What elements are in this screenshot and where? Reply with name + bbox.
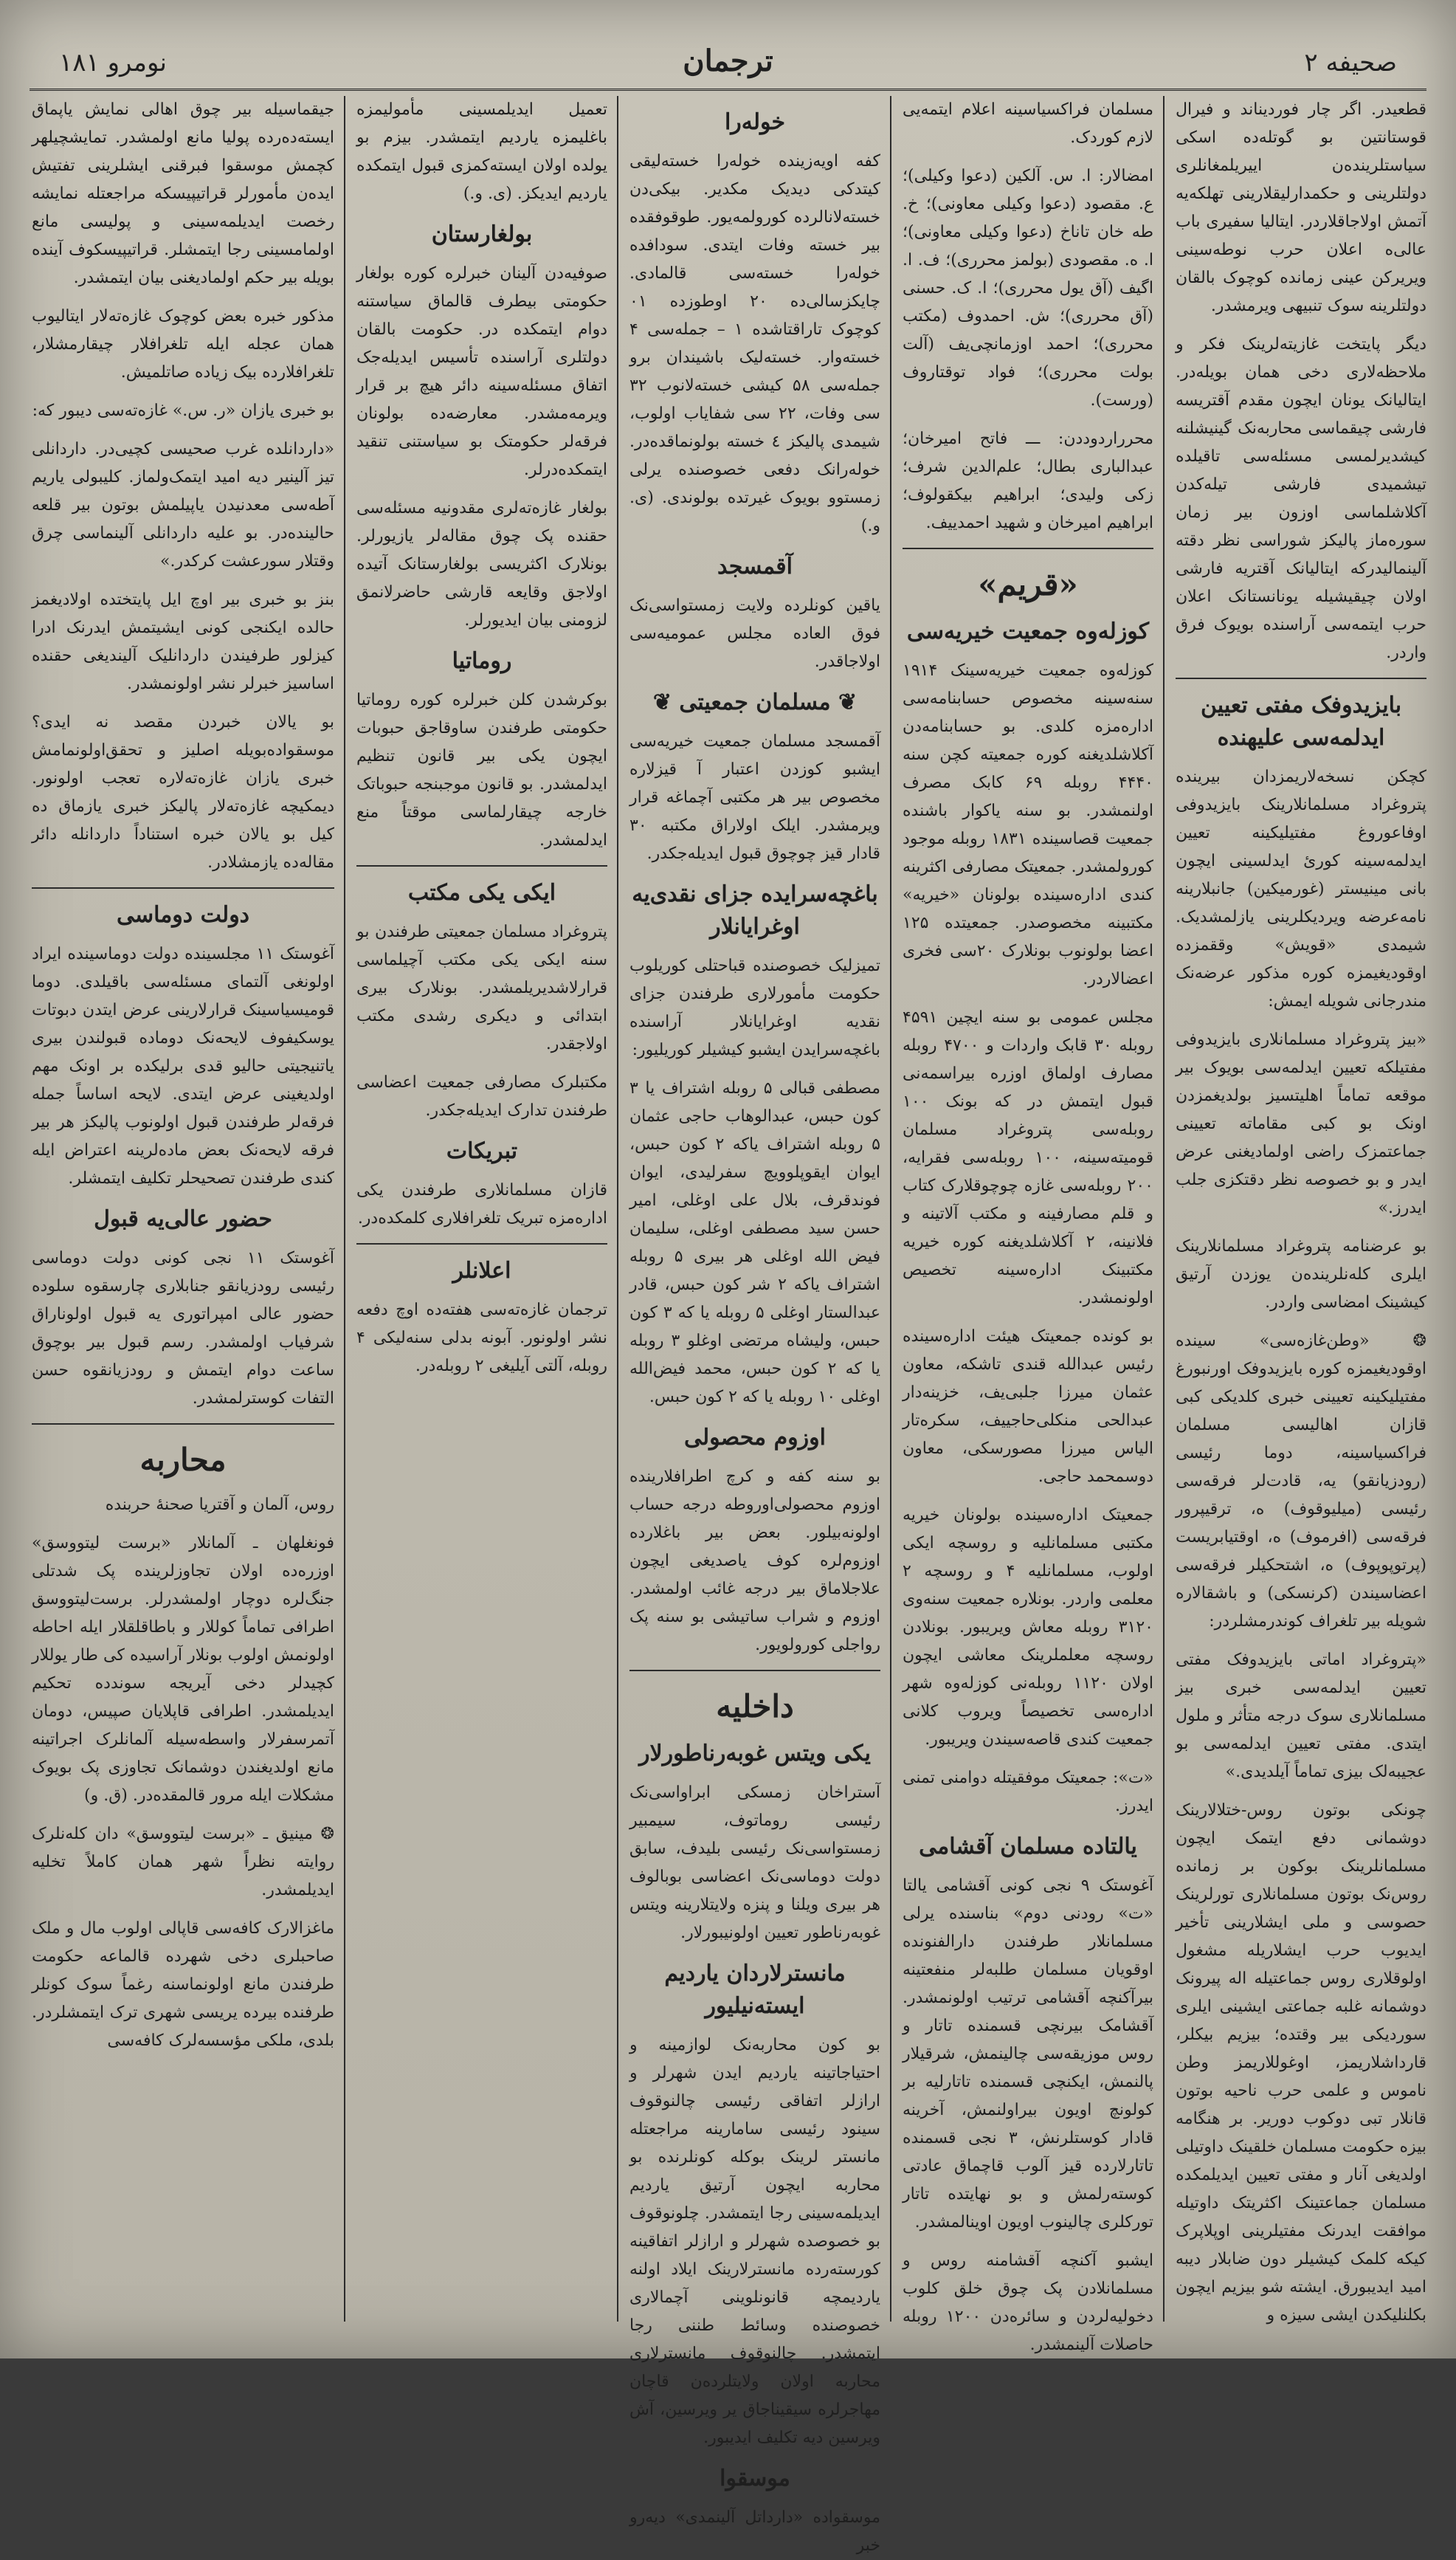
column-divider <box>890 96 891 2322</box>
section-rule <box>903 548 1153 549</box>
article-paragraph: ❂ مینیق ـ «برست لیتووسق» دان کله‌نلرک روایته نظراً شهر همان کاملاً تخلیه ایدیلمشدر. <box>32 1825 334 1899</box>
article-paragraph: کوزله‌وه جمعیت خیریه‌سینک ۱۹۱۴ سنه‌سینه مخصوص حسابنامه‌سی اداره‌مزه کلدی. بو حسابنامه‌دن آکلاشلدیغنه کوره جمعیته کچن سنه ۴۴۴۰ روبله ۶۹ کابک مصرف اولنمشدر. بو سنه یاکوار باشنده جمعیت قصاسینده ۱۸۳۱ روبله موجود کورولمشدر. جمعیتک مصارفی اکثرینه کندی اداره‌سینده بولونان «خیریه» مکتبینه مخصوصدر. جمعیتده ۱۲۵ اعضا بولونوب بونلارک ۲۰سی فخری اعضالاردر. <box>903 661 1153 988</box>
article-paragraph: ماغزالارک کافه‌سی قاپالی اولوب مال و ملک صاحبلری دخی شهرده قالماعه حکومت طرفندن مانع اولونماسنه رغماً سوک کونلر طرفنده بیرده یریسی شهری ترک ایتمشلردر. بلدی، ملکی مؤسسه‌لرک کافه‌سی <box>32 1919 334 2050</box>
article-paragraph: آقمسجد مسلمان جمعیت خیریه‌سی ایشبو کوزدن اعتبار آ قیزلاره مخصوص بیر هر مکتبی آچماغه قرار ویرمشدر. ایلک اولاراق مکتبه ۳۰ قادار قیز چوچوق قبول ایدیله‌جکدر. <box>629 732 880 863</box>
article-paragraph: کفه اویه‌زینده خوله‌را خسته‌لیقی کیتدکی دیدیک مکدیر. بیکی‌دن خسته‌لانالرده کورولمه‌یور. طوقوفقده بیر خسته وفات ایتدی. سودافده خوله‌را خسته‌سی قالمادی. چایکزسالی‌ده ۲۰ اوطوزده ۰۱ کوچوک تاراقتاشده ۱ – جمله‌سی ۴ خسته‌وار. خسته‌لیک باشیندان برو جمله‌سی ۵۸ کیشی خسته‌لانوب ۳۲ سی وفات، ۲۲ سی شفایاب اولوب، شیمدی پالیکز ٤ خسته بولونماقده‌در. خوله‌رانک دفعی خصوصنده یرلی زمستوو بویوک غیرتده بولوندی. (ی. و.) <box>629 152 880 535</box>
column-5 <box>32 96 334 2322</box>
article-heading: اعلانلر <box>452 1258 511 1284</box>
article-heading: محاربه <box>139 1442 227 1478</box>
column-3 <box>629 96 880 2555</box>
article-paragraph: بو یالان خبردن مقصد نه ایدی؟ موسقواده‌بویله اصلیز و تحقق‌اولونمامش خبری یازان غازه‌ته‌لاره تعجب اولونور. دیمکیچه غازه‌ته‌لار پالیکز خبری یازماق ده کیل بو یالان خبره استناداً داردانله دائر مقاله‌ده یازمشلادر. <box>32 713 334 872</box>
article-paragraph: موسقواده «دارداتل آلینمدی» دیه‌رو خبر <box>629 2508 880 2555</box>
article-paragraph: محرراردوددن: ـــ فاتح امیرخان؛ عبدالباری بطال؛ علم‌الدین شرف؛ زکی ولیدی؛ ابراهیم بیکقولوف؛ ابراهیم امیرخان و شهید احمدییف. <box>903 430 1153 532</box>
article-heading: ایکی یکی مکتب <box>407 880 556 906</box>
column-divider <box>344 96 345 2322</box>
article-paragraph: بو عرضنامه پتروغراد مسلمانلارینک ایلری کله‌نلرینده‌ن یوزدن آرتیق کیشینک امضاسی واردر. <box>1176 1237 1426 1312</box>
article-paragraph: ایشبو آکنچه آقشامنه روس و مسلمانلادن پک چوق خلق کلوب دخولیه‌لردن و سائره‌دن ۱۲۰۰ روبله حاصلات آلینمشدر. <box>903 2251 1153 2354</box>
section-rule <box>32 887 334 889</box>
article-paragraph: مجلس عمومی بو سنه ایچین ۴۵۹۱ روبله ۳۰ قابک واردات و ۴۷۰۰ روبله مصارف اولماق اوزره بیراسمه‌نی قبول ایتمش در که بونک ۱۰۰ روبله‌سی پتروغراد مسلمان قومیته‌سینه، ۱۰۰ روبله‌سی فقرایه، ۲۰۰ روبله‌سی غازه چوچوقلارک کتاب و قلم مصارفینه و مکتب آلاتینه و فلانینه، ۲ آکلاشلدیغنه کوره خیریه مکتبینک اداره‌سینه تخصیص اولونمشدر. <box>903 1008 1153 1307</box>
article-paragraph: بولغار غازه‌ته‌لری مقدونیه مسئله‌سی حقنده پک چوق مقاله‌لر یازیورلر. بونلارک اکثریسی بولغارستانک آتیده اولاجق وقایعه قارشی حاضرلانمق لزومنی بیان ایدیورلر. <box>356 499 607 630</box>
article-paragraph: چونکی بوتون روس-ختلالارینک دوشمانی دفع ایتمک ایچون مسلمانلرینک بوکون بر زمانده روس‌نک بوتون مسلمانلاری تورلرینک حصوسی و ملی ایشلارینی تأخیر ایدیوب حرب ایشلاریله مشغول اولوقلاری روس جماعتیله اله پیرونک دوشمانه غلبه جماعتی ایشینی ایلری سوردیکی بیر وقتده؛ بیزیم بیکلر، قارداشلاریمز، اوغوللاریمز وطن ناموس و علمی حرب ناحیه بوتون قانلار تبی دوکوب دوریر. بر هنگامه بیزه حکومت مسلمان خلقینک داوتیلی اولدیغی آنار و مفتی تعیین ایدیلمکده مسلمان جماعتینک اکثریتک داوتیله موافقت ایدرنک مفتیلرینی اوپلاپرک کیکه کلمک کیشیلر دون ضابلار دیبه امید ایدیبورق. ایشته شو بیزیم ایچون بکلنلیکدن ایشی سیزه و <box>1176 1801 1426 2325</box>
article-paragraph: صوفیه‌دن آلینان خبرلره کوره بولغار حکومتی بیطرف قالماق سیاستنه دوام ایتمکده در. حکومت بالقان دولتلری آراسنده تأسیس ایدیله‌جک اتفاق مسئله‌سینه دائر هیچ بر قرار ویرمه‌مشدر. معارضه‌ده بولونان فرقه‌لر حکومتک بو سیاستنی تنقید ایتمکده‌درلر. <box>356 264 607 479</box>
article-heading: موسقوا <box>720 2466 790 2491</box>
article-heading: داخلیه <box>716 1688 794 1724</box>
article-paragraph: «پتروغراد اماتی بایزیدوفک مفتی تعیین ایدلمه‌سی خبری بیز مسلمانلاری سوک درجه متأثر و ملول ایتدی. مفتی تعیین ایدلمه‌سی بو عجیبه‌لک بیزی تماماً آیلدیدی.» <box>1176 1651 1426 1781</box>
section-rule <box>1176 678 1426 679</box>
article-heading: باغچه‌سرایده جزای نقدی‌یه اوغرایانلار <box>632 881 878 940</box>
article-paragraph: تعمیل ایدیلمسینی مأمولیمزه باغلیمزه یاردیم ایتمشدر. بیزم بو یولده اولان ایسته‌کمزی قبول ایتمکده یاردیم ایدیکز. (ی. و.) <box>356 100 607 203</box>
article-paragraph: مسلمان فراکسیاسینه اعلام ایتمه‌یی لازم کوردک. <box>903 100 1153 147</box>
article-paragraph: بنز بو خبری بیر اوچ ایل پایتختده اولادیغمز حالده ایکنجی کونی ایشیتمش ایدرنک ادرا کیزلور طرفیندن داردانلیک آلیندیغی حقنده اساسیز خبرلر نشر اولونمشدر. <box>32 591 334 693</box>
section-rule <box>356 1243 607 1245</box>
issue-number: نومرو ۱۸۱ <box>59 48 168 78</box>
section-rule <box>356 865 607 867</box>
column-1 <box>1176 96 1426 2325</box>
article-paragraph: قطعیدر. اگر چار فوردیناند و فیرال قوستانتین بو گوتله‌ده اسکی سیاستلرینده‌ن اییریلمغانلری دولتلرینی و حکمدارلیقلارینی تهلکه‌یه آتمش اولاجاقلاردر. ایتالیا سفیری باب عالی‌ه اعلان حرب نوطه‌سینی ویریرکن عینی زمانده کوچوک بالقان دولتلرینه سوک تنبیهی ویرمشدر. <box>1176 100 1426 315</box>
article-heading: بایزیدوفک مفتی تعیین ایدلمه‌سی علیهنده <box>1200 692 1402 751</box>
article-paragraph: آغوستک ۹ نجی کونی آقشامی یالتا «ت» رودنی دوم» بناسنده یرلی مسلمانلار طرفندن دارالفنونده اوقویان مسلمان طلبه‌لر منفعتینه بیرآکنچه آقشامی ترتیب اولونمشدر. آقشامک بیرنچی قسمنده تاتار و روس موزیقه‌سی چالینمش، شرقیلار پالنمش، ایکنچی قسمنده تاتارلیه بر کولونچ اویون بیراولنمش، آخرینه قادار کوستلرنش، ۳ نجی قسمنده تاتارلارده قیز آلوب قاچماق عادتی کوسته‌رلمش و بو نهایتده تاتار تورکلری چالینوب اویون اوینالمشدر. <box>903 1876 1153 2232</box>
article-heading: تبریکات <box>446 1138 518 1164</box>
article-paragraph: پتروغراد مسلمان جمعیتی طرفندن بو سنه ایکی یکی مکتب آچیلماسی قرارلاشدیریلمشدر. بونلارک بیری ابتدائی و دیکری رشدی مکتب اولاجقدر. <box>356 923 607 1053</box>
article-heading: یکی ویتس غوبه‌رناطورلار <box>638 1741 871 1766</box>
article-paragraph: فونغلهان ـ آلمانلار «برست لیتووسق» اوزره‌ده اولان تجاوزلرینده پک شدتلی جنگ‌لره دوچار اولمشدرلر. برست‌لیتووسق اطرافی تماماً کوللار و باطاقلقلار ایله احاطه اولونمش اولوب بونلار آراسیده کی طار یوللار کچیدلر دخی آیریجه سوندده تحکیم ایدیلمشدر. اطرافی قاپلایان صپیس، دومان آتمرسفرلار واسطه‌سیله آلمانلرک اجراتینه مانع اولدیغندن دوشمانک تجاوزی پک بویوک مشکلات ایله مرور قالمقده‌در. (ق. و) <box>32 1534 334 1805</box>
article-paragraph: کچکن نسخه‌لاریمزدان بیرینده پتروغراد مسلمانلارینک بایزیدوفی اوفاعوروغ مفتیلیکینه تعیین ایدلمه‌سینه کورئ ایدلسینی ایچون بانی مینیستر (غورمیکین) جانبلارینه نامه‌عرضه ویردیکلرینی یازلمشدیک. شیمدی «قویش» وققمزده اوقودیغیمزه کوره مذکور عرضه‌نک مندرجانی شویله ایمش: <box>1176 768 1426 1011</box>
article-paragraph: تمیزلیک خصوصنده قباحتلی کوریلوب حکومت مأمورلاری طرفندن جزای نقدیه اوغرایانلار آراسنده باغچه‌سرایدن ایشبو کیشیلر کوریلیور: <box>629 957 880 1059</box>
article-paragraph: «ت»: جمعیتک موفقیتله دوامنی تمنی ایدرز. <box>903 1769 1153 1815</box>
article-paragraph: آغوستک ۱۱ مجلسینده دولت دوماسینده ایراد اولونغی آلتمای مسئله‌سی باقیلدی. دوما قومیسیاسینک قرارلارینی عرض ایتدن دبوتات یوسکیفوف لایحه‌نک دوماده قبولندن بیری یاتنیجیتی حالیو قدی برلیکده بر اونک مهم اولدیغینی عرض ایتدی. لایحه اساساً جمله فرقه‌لر طرفندن قبول اولونوب پالیکز هر بیر فرقه لایحه‌نک بعض ماده‌لرینه اعتراض ایله کندی طرفندن تصحیحلر تکلیف ایتمشلر. <box>32 945 335 1188</box>
article-paragraph: جیقماسیله بیر چوق اهالی نمایش یاپماق ایسته‌ده‌رده پولیا مانع اولمشدر. تمایشچیلهر کچمش موسقوا فبرقنی ایشلرینی تفتیش ایده‌ن مأمورلر قراتیپیسکه مراجعتله نمایشه رخصت ایدیلمه‌سینی و پولیسی مانع اولمامسینی رجا ایتمشلر. قراتیپیسکوف آینده بویله بیر حکم اولمادیغنی بیان ایتمشدر. <box>32 100 334 287</box>
column-divider <box>617 96 618 2322</box>
section-rule <box>629 1670 880 1671</box>
article-paragraph: مذکور خبره بعض کوچوک غازه‌ته‌لار ایتالیوب همان عجله ایله تلغرافلار چیقارمشلار، تلغرافلارده بیک زیاده صاتلمیش. <box>32 307 334 382</box>
article-paragraph: قازان مسلمانلاری طرفندن یکی اداره‌مزه تبریک تلغرافلاری کلمکده‌در. <box>356 1181 607 1228</box>
section-rule <box>32 1423 334 1425</box>
article-paragraph: امضالار: ا. س. آلکین (دعوا وکیلی)؛ ع. مقصود (دعوا وکیلی معاونی)؛ خ. طه خان تاناخ (دعوا وکیلی معاونی)؛ ا. ه. مقصودی (بولمز محرری)؛ ف. ا. اگیف (آق یول محرری)؛ ا. ک. حسنی (آق محرری)؛ ش. احمدوف (مکتب محرری)؛ احمد اوزمانچی‌یف (آلت بولت محرری)؛ فواد توقتاروف (ورست). <box>903 167 1153 410</box>
article-paragraph: «داردانلده غرب صحیسی کچیی‌در. داردانلی تیز آلینیر دیه امید ایتمک‌ولماز. کلیبولی یاریم آطه‌سی معدنیدن یاپیلمش بوتون بیر قلعه حالینده‌در. بو علیه داردانلی آلینماسی چرق وقتلار سورعشت کرکدر.» <box>32 440 334 571</box>
header-rule <box>30 89 1426 91</box>
article-paragraph: ❂ «وطن‌غازه‌سی» سینده اوقودیغیمزه کوره بایزیدوفک اورنبورغ مفتیلیکینه تعیینی خبری کلدیکی کبی قازان اهالیسی مسلمان فراکسیاسینه، دوما رئیسی (رودزیانقو) یه، قادت‌لر فرقه‌سی رئیسی (میلیوقوف) ه، ترقیپرور فرقه‌سی (افرموف) ه، اوقتیابریست (پرتوپوپوف) ه، اشتحکیلر فرقه‌سی اعضاسیندن (کرنسکی) و باشقالاره شویله بیر تلغراف کوندرمشلردر: <box>1176 1332 1426 1631</box>
article-paragraph: بوکرشدن کلن خبرلره کوره روماتیا حکومتی طرفندن ساوقاجق حبوبات ایچون یکی بیر قانون تنظیم ایدلمشدر. بو قانون موجبنجه حبوباتک خارجه چیقارلماسی موقتاً منع ایدلمشدر. <box>356 691 607 850</box>
article-paragraph: روس، آلمان و آقتریا صحنهٔ حربنده <box>105 1496 334 1514</box>
article-paragraph: مصطفی قبالی ۵ روبله اشتراف یا ۳ کون حبس، عبدالوهاب حاجی عثمان ۵ روبله اشتراف یاکه ۲ کون حبس، ایوان ایقوپلوویچ سفرلیدی، ایوان فوندقرف، بلال علی اوغلی، امیر حسن سید مصطفی اوغلی، سلیمان فیض الله اوغلی هر بیری ۵ روبله اشتراف یاکه ۲ شر کون حبس، قادر عبدالستار اوغلی ۵ روبله یا که ۳ کون حبس، ولیشاه مرتضی اوغلو ۳ روبله یا که ۲ کون حبس، محمد فیض‌الله اوغلی ۱۰ روبله یا که ۲ کون حبس. <box>629 1079 880 1406</box>
article-heading: دولت دوماسی <box>116 902 250 928</box>
page-header <box>30 41 1426 92</box>
article-paragraph: جمعیتک اداره‌سینده بولونان خیریه مکتبی مسلمانلیه و روسچه ایکی اولوب، مسلمانلیه ۴ و روسچه ۲ معلمی واردر. بونلاره جمعیت سنه‌وی ۳۱۲۰ روبله معاش ویریبور. بونلادن روسچه معلملرینک معاشی ایچون اولان ۱۱۲۰ روبله‌نی کوزله‌وه شهر اداره‌سی تخصیصاً ویروب کلانی جمعیت کندی قاصه‌سیندن ویریبور. <box>903 1506 1153 1749</box>
column-2 <box>903 96 1153 2354</box>
article-heading: مانستر‌لاردان یاردیم ایسته‌نیلیور <box>664 1961 846 2019</box>
masthead-title: ترجمان <box>683 44 773 78</box>
page-number: صحیفه ۲ <box>1304 48 1397 78</box>
article-paragraph: بو کونده جمعیتک هیئت اداره‌سینده رئیس عبدالله قندی تاشکه، معاون عثمان میرزا جلبی‌یف، خزینه‌دار عبدالحی منکلی‌حاجییف، سکره‌تار الیاس میرزا مصورسکی، معاون دوسمحمد حاجی. <box>903 1327 1153 1486</box>
article-heading: کوزله‌وه جمعیت خیریه‌سی <box>906 619 1150 644</box>
article-heading: «قریم» <box>978 566 1078 602</box>
article-heading: روماتیا <box>452 648 512 674</box>
article-paragraph: یاقین کونلرده ولایت زمستواسی‌نک فوق العاده مجلس عمومیه‌سی اولاجاقدر. <box>629 596 880 671</box>
article-heading: اوزوم محصولی <box>684 1425 826 1451</box>
article-heading: آقمسجد <box>717 554 793 579</box>
article-paragraph: دیگر پایتخت غازیته‌لرینک فکر و ملاحظه‌لاری دخی همان بویله‌در. ایتالیانک یونان ایچون مقدم آقتریسه فارشی چیقماسی محاربه‌نک گینیشلنه کیشدیرلمسی مسئله‌سی تاقیلده تیشمیدی فارشی تیله‌کدن آکلاشلماسی اوزون بیر زمان سوره‌ماز پالیکز شوراسی نظر دقته آلینمالیدرکه ایتالیانک آقتریه فارشی اولان چیقیشیله یونانستانک اعلان حرب ایتمه‌سی آراسنده بویوک فرق واردر. <box>1176 335 1426 662</box>
article-heading: خوله‌را <box>724 109 786 135</box>
article-paragraph: «بیز پتروغراد مسلمانلاری بایزیدوفی مفتیلکه تعیین ایدلمه‌سی بویوک بیر موقعه تماماً اهلیتسیز بولدیغمزدن اونک بو کبی مقاماته تعیینی جماعتمزک راضی اولمادیغنی عرض ایدر و بو خصوصه نظر دقتکزی جلب ایدرز.» <box>1176 1030 1426 1217</box>
article-heading: یالتاده مسلمان آقشامی <box>919 1834 1137 1859</box>
article-heading: حضور عالی‌یه قبول <box>94 1206 272 1232</box>
article-paragraph: بو کون محاربه‌نک لوازمینه و احتیاجاتینه یاردیم ایدن شهرلر و ارازلر اتفاقی رئیسی چالنوقوف سینود رئیسی سامارینه مراجعتله مانستر لرینک بوکله کونلرنده بو محاربه ایچون آرتیق یاردیم ایدیلمه‌سینی رجا ایتمشدر. چلونوقوف بو خصوصده شهرلر و ارازلر اتفاقینه کورسته‌رده مانستر‌لارینک ایلاد اولنه یاردیمچه قانونلوینی آچمالاری خصوصنده وسائط طننی رجا ایتمشدر. چالنوقوف مانستر‌لاری محاربه اولان ولایتلرده‌ن قاچان مهاجرلره سیقیناجاق یر ویرسین، آش ویرسین دیه تکلیف ایدیبور. <box>629 2036 880 2447</box>
article-paragraph: مکتبلرک مصارفی جمعیت اعضاسی طرفندن تدارک ایدیله‌جکدر. <box>356 1073 607 1120</box>
article-paragraph: آغوستک ۱۱ نجی کونی دولت دوماسی رئیسی رودزیانقو جنابلاری چارسقوه سلوده حضور عالی امپراتوری یه قبول اولوناراق شرفیاب اولمشدر. رسم قبول بیر بوچوق ساعت دوام ایتمش و رودزیانقوه حسن التفات کوسترلمشدر. <box>32 1249 334 1408</box>
article-heading: بولغارستان <box>431 221 533 247</box>
column-4 <box>356 96 607 2322</box>
article-paragraph: بو خبری یازان «ر. س.» غازه‌ته‌سی دیبور که: <box>32 402 334 420</box>
column-divider <box>1163 96 1165 2322</box>
article-paragraph: آستراخان زمسکی ابراوا‌سی‌نک رئیسی روماتوف، سیمبیر زمستواسی‌نک رئیسی بلیدف، سابق دولت دوماسی‌نک اعضاسی بوبالوف هر بیری ویلنا و پنزه ولایتلارینه ویتس غوبه‌رناطور تعیین اولونیبورلار. <box>629 1783 880 1942</box>
article-paragraph: ترجمان غازه‌ته‌سی هفته‌ده اوچ دفعه نشر اولونور. آبونه بدلی سنه‌لیکی ۴ روبله، آلتی آیلیغی ۲ روبله‌در. <box>356 1301 607 1375</box>
article-paragraph: بو سنه کفه و کرچ اطرافلارینده اوزوم محصولی‌اوروطه درجه حساب اولونه‌بیلور. بعض بیر باغلارده اوزوم‌لره کوف یاصدیغی ایچون علاجلاماق بیر درجه غائب اولمشدر. اوزوم و شراب ساتیشی بو سنه پک رواجلی کورولویور. <box>629 1467 880 1654</box>
article-heading: ❦ مسلمان جمعیتی ❦ <box>652 689 858 715</box>
